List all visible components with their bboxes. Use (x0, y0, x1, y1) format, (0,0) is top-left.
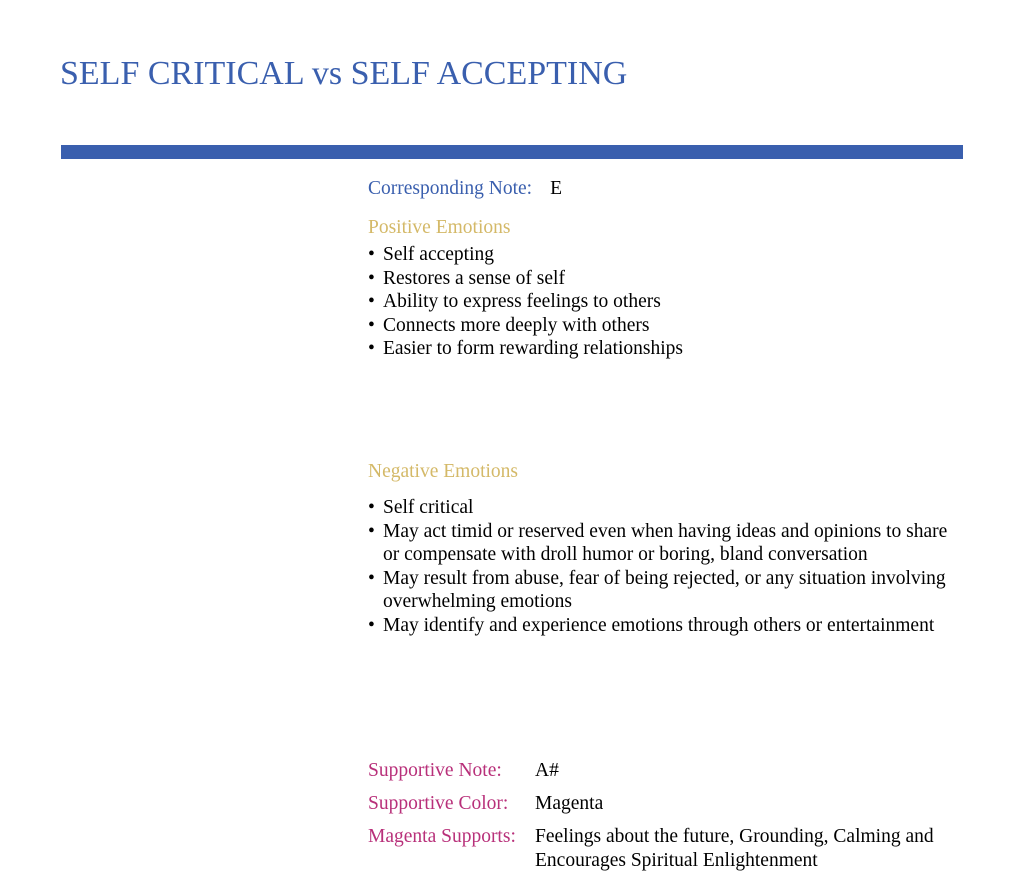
list-item: • Restores a sense of self (368, 267, 565, 289)
list-item: • Easier to form rewarding relationships (368, 338, 683, 359)
supportive-note-label: Supportive Note: (368, 760, 502, 781)
supportive-color-row (368, 792, 945, 816)
positive-emotions-list (368, 243, 958, 361)
supportive-note-row (368, 759, 945, 783)
supportive-color-value: Magenta (535, 793, 604, 814)
supportive-color-label: Supportive Color: (368, 793, 509, 814)
supportive-note-value: A# (535, 760, 559, 781)
title-divider (61, 145, 963, 159)
supportive-section (368, 759, 945, 882)
list-item: • May identify and experience emotions through others or entertainment (368, 614, 935, 636)
corresponding-note-label: Corresponding Note: (368, 178, 533, 199)
positive-emotions-heading: Positive Emotions (368, 217, 511, 238)
negative-emotions-list (368, 496, 958, 637)
list-item: • Connects more deeply with others (368, 314, 650, 336)
magenta-supports-label: Magenta Supports: (368, 826, 516, 847)
negative-emotions-heading: Negative Emotions (368, 461, 519, 482)
magenta-supports-row (368, 825, 945, 873)
list-item: • Ability to express feelings to others (368, 291, 661, 312)
magenta-supports-value: Feelings about the future, Grounding, Calming and Encourages Spiritual Enlightenment (535, 826, 934, 871)
list-item: • May result from abuse, fear of being rejected, or any situation involving overwhelming emotions (368, 567, 946, 612)
list-item: • Self critical (368, 497, 474, 518)
list-item: • Self accepting (368, 244, 494, 265)
list-item: • May act timid or reserved even when having ideas and opinions to share or compensate with droll humor or boring, bland conversation (368, 520, 948, 565)
corresponding-note-value: E (550, 178, 563, 199)
corresponding-note-row (368, 177, 562, 201)
page-title: SELF CRITICAL vs SELF ACCEPTING (60, 55, 628, 92)
